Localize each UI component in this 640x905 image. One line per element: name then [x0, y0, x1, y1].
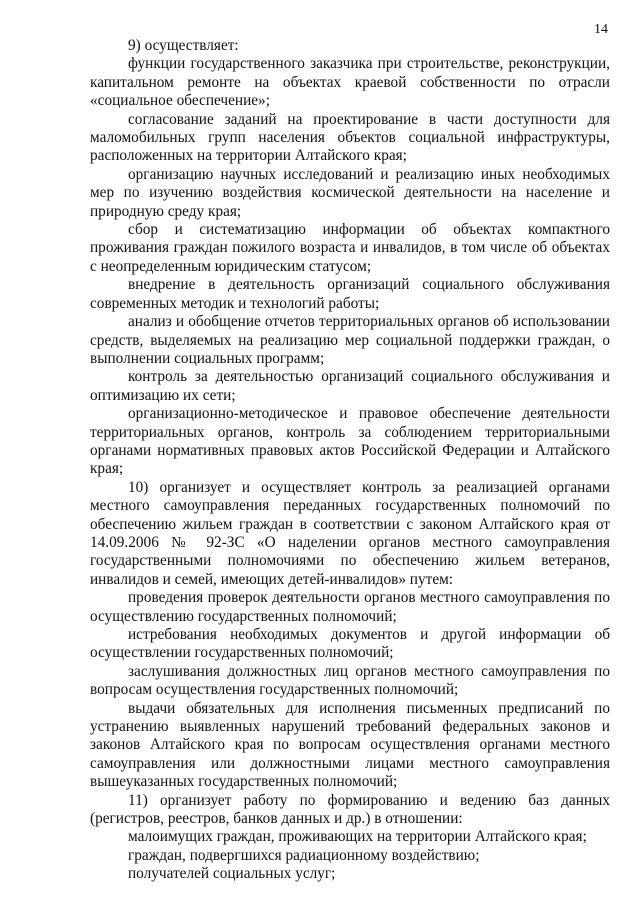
paragraph: контроль за деятельностью организаций социального обслуживания и оптимизацию их сети; — [90, 368, 610, 404]
paragraph: сбор и систематизацию информации об объектах компактного проживания граждан пожилого возраста и инвалидов, в том числе об объектах с неопределенным юридическим статусом; — [90, 221, 610, 275]
paragraph: малоимущих граждан, проживающих на территории Алтайского края; — [128, 828, 587, 846]
paragraph-item-11-intro: 11) организует работу по формированию и ведению баз данных (регистров, реестров, банков данных и др.) в отношении: — [90, 791, 610, 828]
paragraph: согласование заданий на проектирование в части доступности для маломобильных групп населения объектов социальной инфраструктуры, расположенных на территории Алтайского края; — [90, 110, 610, 165]
paragraph: проведения проверок деятельности органов местного самоуправления по осуществлению государственных полномочий; — [90, 589, 610, 625]
paragraph: организационно-методическое и правовое обеспечение деятельности территориальных органов, контроль за соблюдением территориальными органами нормативных правовых актов Российской Федерации и Алтайского края; — [90, 405, 610, 478]
paragraph-item-9-intro: 9) осуществляет: — [128, 37, 239, 54]
paragraph: выдачи обязательных для исполнения письменных предписаний по устранению выявленных нарушений требований федеральных законов и законов Алтайского края по вопросам осуществления органами местного самоуправления или должностными лицами местного самоуправления вышеуказанных государственных полномочий; — [90, 699, 610, 791]
paragraph: истребования необходимых документов и другой информации об осуществлении государственных полномочий; — [90, 626, 610, 662]
paragraph: организацию научных исследований и реализацию иных необходимых мер по изучению воздействия космической деятельности на население и природную среду края; — [90, 165, 610, 220]
paragraph: функции государственного заказчика при строительстве, реконструкции, капитальном ремонте на объектах краевой собственности по отрасли «социальное обеспечение»; — [90, 55, 610, 110]
paragraph: получателей социальных услуг; — [128, 865, 336, 883]
paragraph: заслушивания должностных лиц органов местного самоуправления по вопросам осуществления государственных полномочий; — [90, 662, 610, 699]
document-body — [90, 37, 610, 884]
paragraph: анализ и обобщение отчетов территориальных органов об использовании средств, выделяемых на реализацию мер социальной поддержки граждан, о выполнении социальных программ; — [90, 313, 610, 367]
paragraph: внедрение в деятельность организаций социального обслуживания современных методик и технологий работы; — [90, 276, 610, 312]
page-number: 14 — [594, 22, 608, 37]
paragraph: граждан, подвергшихся радиационному воздействию; — [128, 846, 480, 864]
paragraph-item-10-intro: 10) организует и осуществляет контроль за реализацией органами местного самоуправления переданных государственных полномочий по обеспечению жильем граждан в соответствии с законом Алтайского края от 14.09.2006 № 92-ЗС «О наделении органов местного самоуправления государственными полномочиями по обеспечению жильем ветеранов, инвалидов и семей, имеющих детей-инвалидов» путем: — [90, 478, 610, 588]
